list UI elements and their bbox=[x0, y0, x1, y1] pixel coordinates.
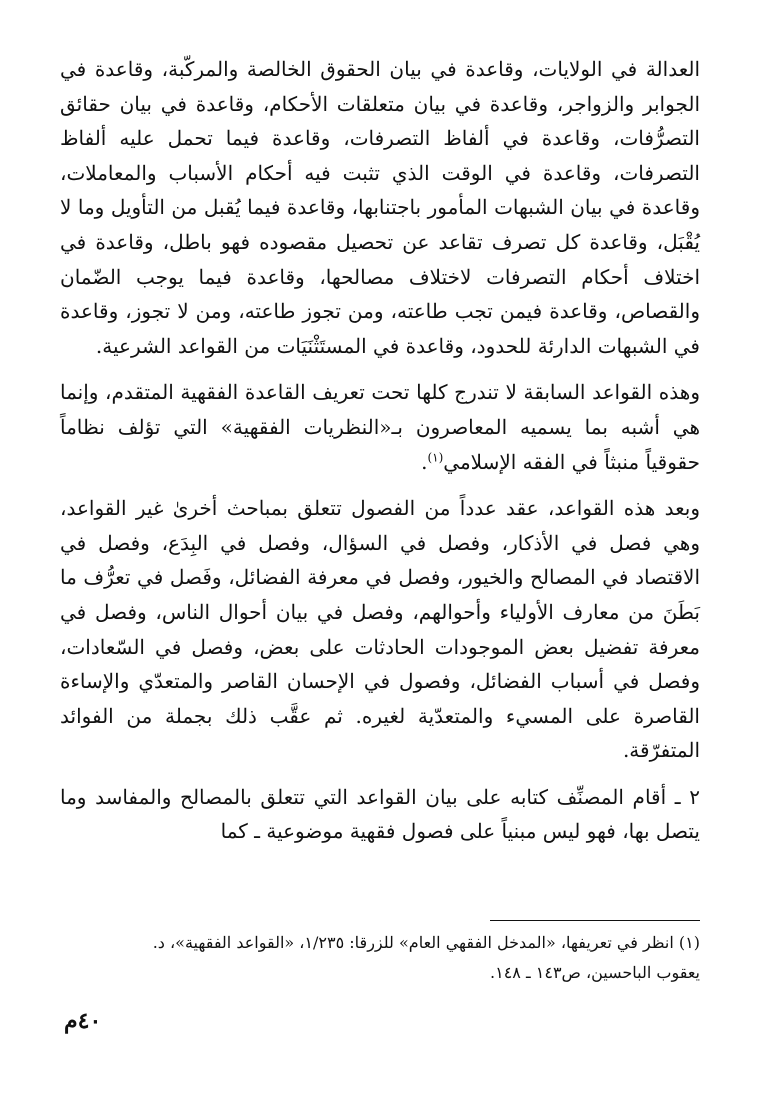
body-paragraph-chapters: وبعد هذه القواعد، عقد عدداً من الفصول تتعلق بمباحث أخرىٰ غير القواعد، وهي فصل في الأذكار، وفصل في السؤال، وفصل في البِدَع، وفصل في الاقتصاد في المصالح والخيور، وفصل في معرفة الفضائل، وفَصل في تعرُّف ما بَطَنَ من معارف الأولياء وأحوالهم، وفصل في بيان أحوال الناس، وفصل في معرفة تفضيل بعض الموجودات الحادثات على بعض، وفصل في السّعادات، وفصل في أسباب الفضائل، وفصول في الإحسان القاصر والمتعدّي والإساءة القاصرة على المسيء والمتعدّية لغيره. ثم عقَّب ذلك بجملة من الفوائد المتفرّقة. bbox=[60, 496, 700, 763]
footnote-line: (١) انظر في تعريفها، «المدخل الفقهي العام» للزرقا: ١/٢٣٥، «القواعد الفقهية»، د. bbox=[152, 933, 700, 952]
footnote-reference: (١) bbox=[427, 449, 444, 464]
footnote bbox=[60, 928, 700, 988]
body-paragraph-point-two: ٢ ـ أقام المصنِّف كتابه على بيان القواعد التي تتعلق بالمصالح والمفاسد وما يتصل بها، فهو ليس مبنياً على فصول فقهية موضوعية ـ كما bbox=[60, 784, 700, 844]
paragraph-text: وهذه القواعد السابقة لا تندرج كلها تحت تعريف القاعدة الفقهية المتقدم، وإنما هي أشبه بما يسميه المعاصرون بـ«النظريات الفقهية» التي تؤلف نظاماً حقوقياً منبثاً في الفقه الإسلامي bbox=[60, 380, 700, 474]
footnote-line: يعقوب الباحسين، ص١٤٣ ـ ١٤٨. bbox=[490, 963, 700, 982]
paragraph-text-end: . bbox=[421, 449, 428, 474]
page-number: ٤٠م bbox=[64, 1008, 102, 1034]
footnote-separator bbox=[490, 920, 700, 921]
page-body bbox=[60, 52, 700, 849]
body-paragraph-rules-list: العدالة في الولايات، وقاعدة في بيان الحقوق الخالصة والمركّبة، وقاعدة في الجوابر والزواجر، وقاعدة في بيان متعلقات الأحكام، وقاعدة في بيان حقائق التصرُّفات، وقاعدة في ألفاظ التصرفات، وقاعدة فيما تحمل عليه ألفاظ التصرفات، وقاعدة في الوقت الذي تثبت فيه أحكام الأسباب والمعاملات، وقاعدة في بيان الشبهات المأمور باجتنابها، وقاعدة فيما يُقبل من التأويل وما لا يُقْبَل، وقاعدة كل تصرف تقاعد عن تحصيل مقصوده فهو باطل، وقاعدة في اختلاف أحكام التصرفات لاختلاف مصالحها، وقاعدة فيما يوجب الضّمان والقصاص، وقاعدة فيمن تجب طاعته، ومن تجوز طاعته، ومن لا تجوز، وقاعدة في الشبهات الدارئة للحدود، وقاعدة في المستَثْنَيَات من القواعد الشرعية. bbox=[60, 57, 700, 358]
body-paragraph-rules-summary bbox=[60, 375, 700, 479]
